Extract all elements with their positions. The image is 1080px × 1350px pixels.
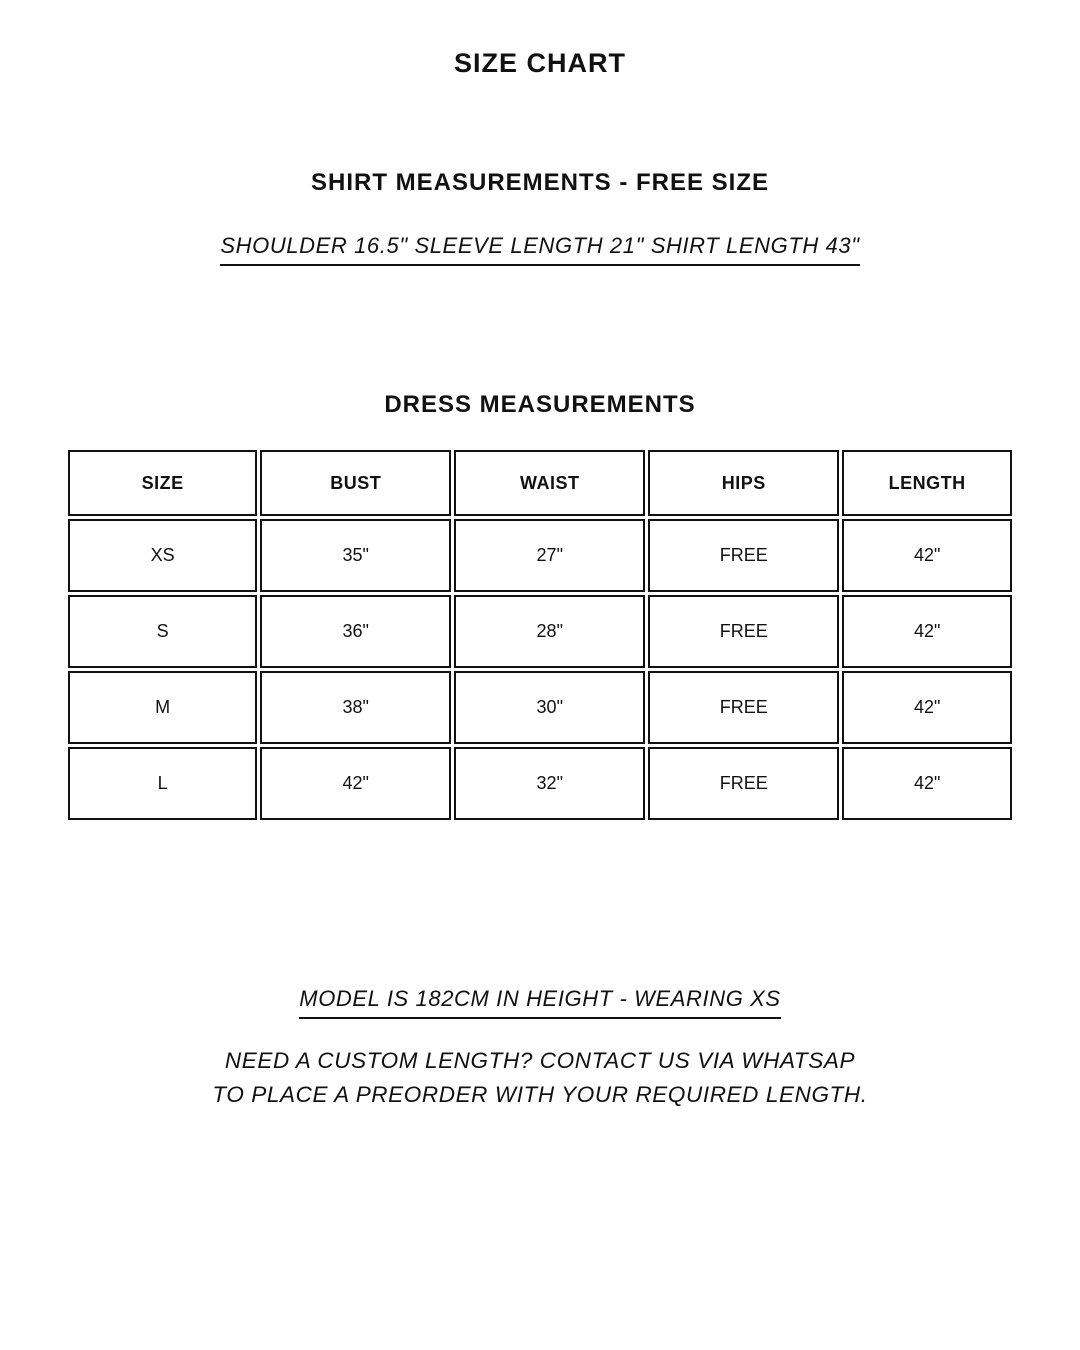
table-cell: FREE — [648, 595, 839, 668]
custom-length-note-line2: TO PLACE A PREORDER WITH YOUR REQUIRED LENGTH. — [212, 1082, 868, 1107]
table-cell: L — [68, 747, 257, 820]
table-cell: 42" — [260, 747, 451, 820]
table-header-row — [68, 450, 1012, 516]
table-cell: 42" — [842, 595, 1012, 668]
table-cell: 42" — [842, 519, 1012, 592]
table-cell: S — [68, 595, 257, 668]
table-header-hips: HIPS — [648, 450, 839, 516]
table-cell: FREE — [648, 671, 839, 744]
dress-measurements-table-container — [65, 447, 1015, 823]
table-cell: 28" — [454, 595, 645, 668]
table-cell: M — [68, 671, 257, 744]
shirt-measurements-heading: SHIRT MEASUREMENTS - FREE SIZE — [310, 169, 770, 196]
table-row-l — [68, 747, 1012, 820]
table-cell: 38" — [260, 671, 451, 744]
table-header-bust: BUST — [260, 450, 451, 516]
table-row-m — [68, 671, 1012, 744]
table-cell: 42" — [842, 671, 1012, 744]
table-cell: 30" — [454, 671, 645, 744]
table-cell: 36" — [260, 595, 451, 668]
table-cell: FREE — [648, 519, 839, 592]
table-header-length: LENGTH — [842, 450, 1012, 516]
custom-length-note — [0, 1044, 1080, 1112]
shirt-measurements-line — [0, 233, 1080, 266]
dress-measurements-heading: DRESS MEASUREMENTS — [384, 391, 696, 418]
table-cell: FREE — [648, 747, 839, 820]
table-header-size: SIZE — [68, 450, 257, 516]
model-height-note: MODEL IS 182CM IN HEIGHT - WEARING XS — [299, 986, 780, 1019]
table-cell: 35" — [260, 519, 451, 592]
shirt-measurements-detail: SHOULDER 16.5" SLEEVE LENGTH 21" SHIRT LENGTH 43" — [220, 233, 859, 266]
model-height-line — [0, 986, 1080, 1019]
table-cell: 32" — [454, 747, 645, 820]
table-row-s — [68, 595, 1012, 668]
table-cell: XS — [68, 519, 257, 592]
table-cell: 42" — [842, 747, 1012, 820]
table-row-xs — [68, 519, 1012, 592]
table-header-waist: WAIST — [454, 450, 645, 516]
custom-length-note-line1: NEED A CUSTOM LENGTH? CONTACT US VIA WHATSAP — [224, 1048, 856, 1073]
dress-measurements-table — [65, 447, 1015, 823]
table-cell: 27" — [454, 519, 645, 592]
page-title: SIZE CHART — [454, 48, 626, 78]
